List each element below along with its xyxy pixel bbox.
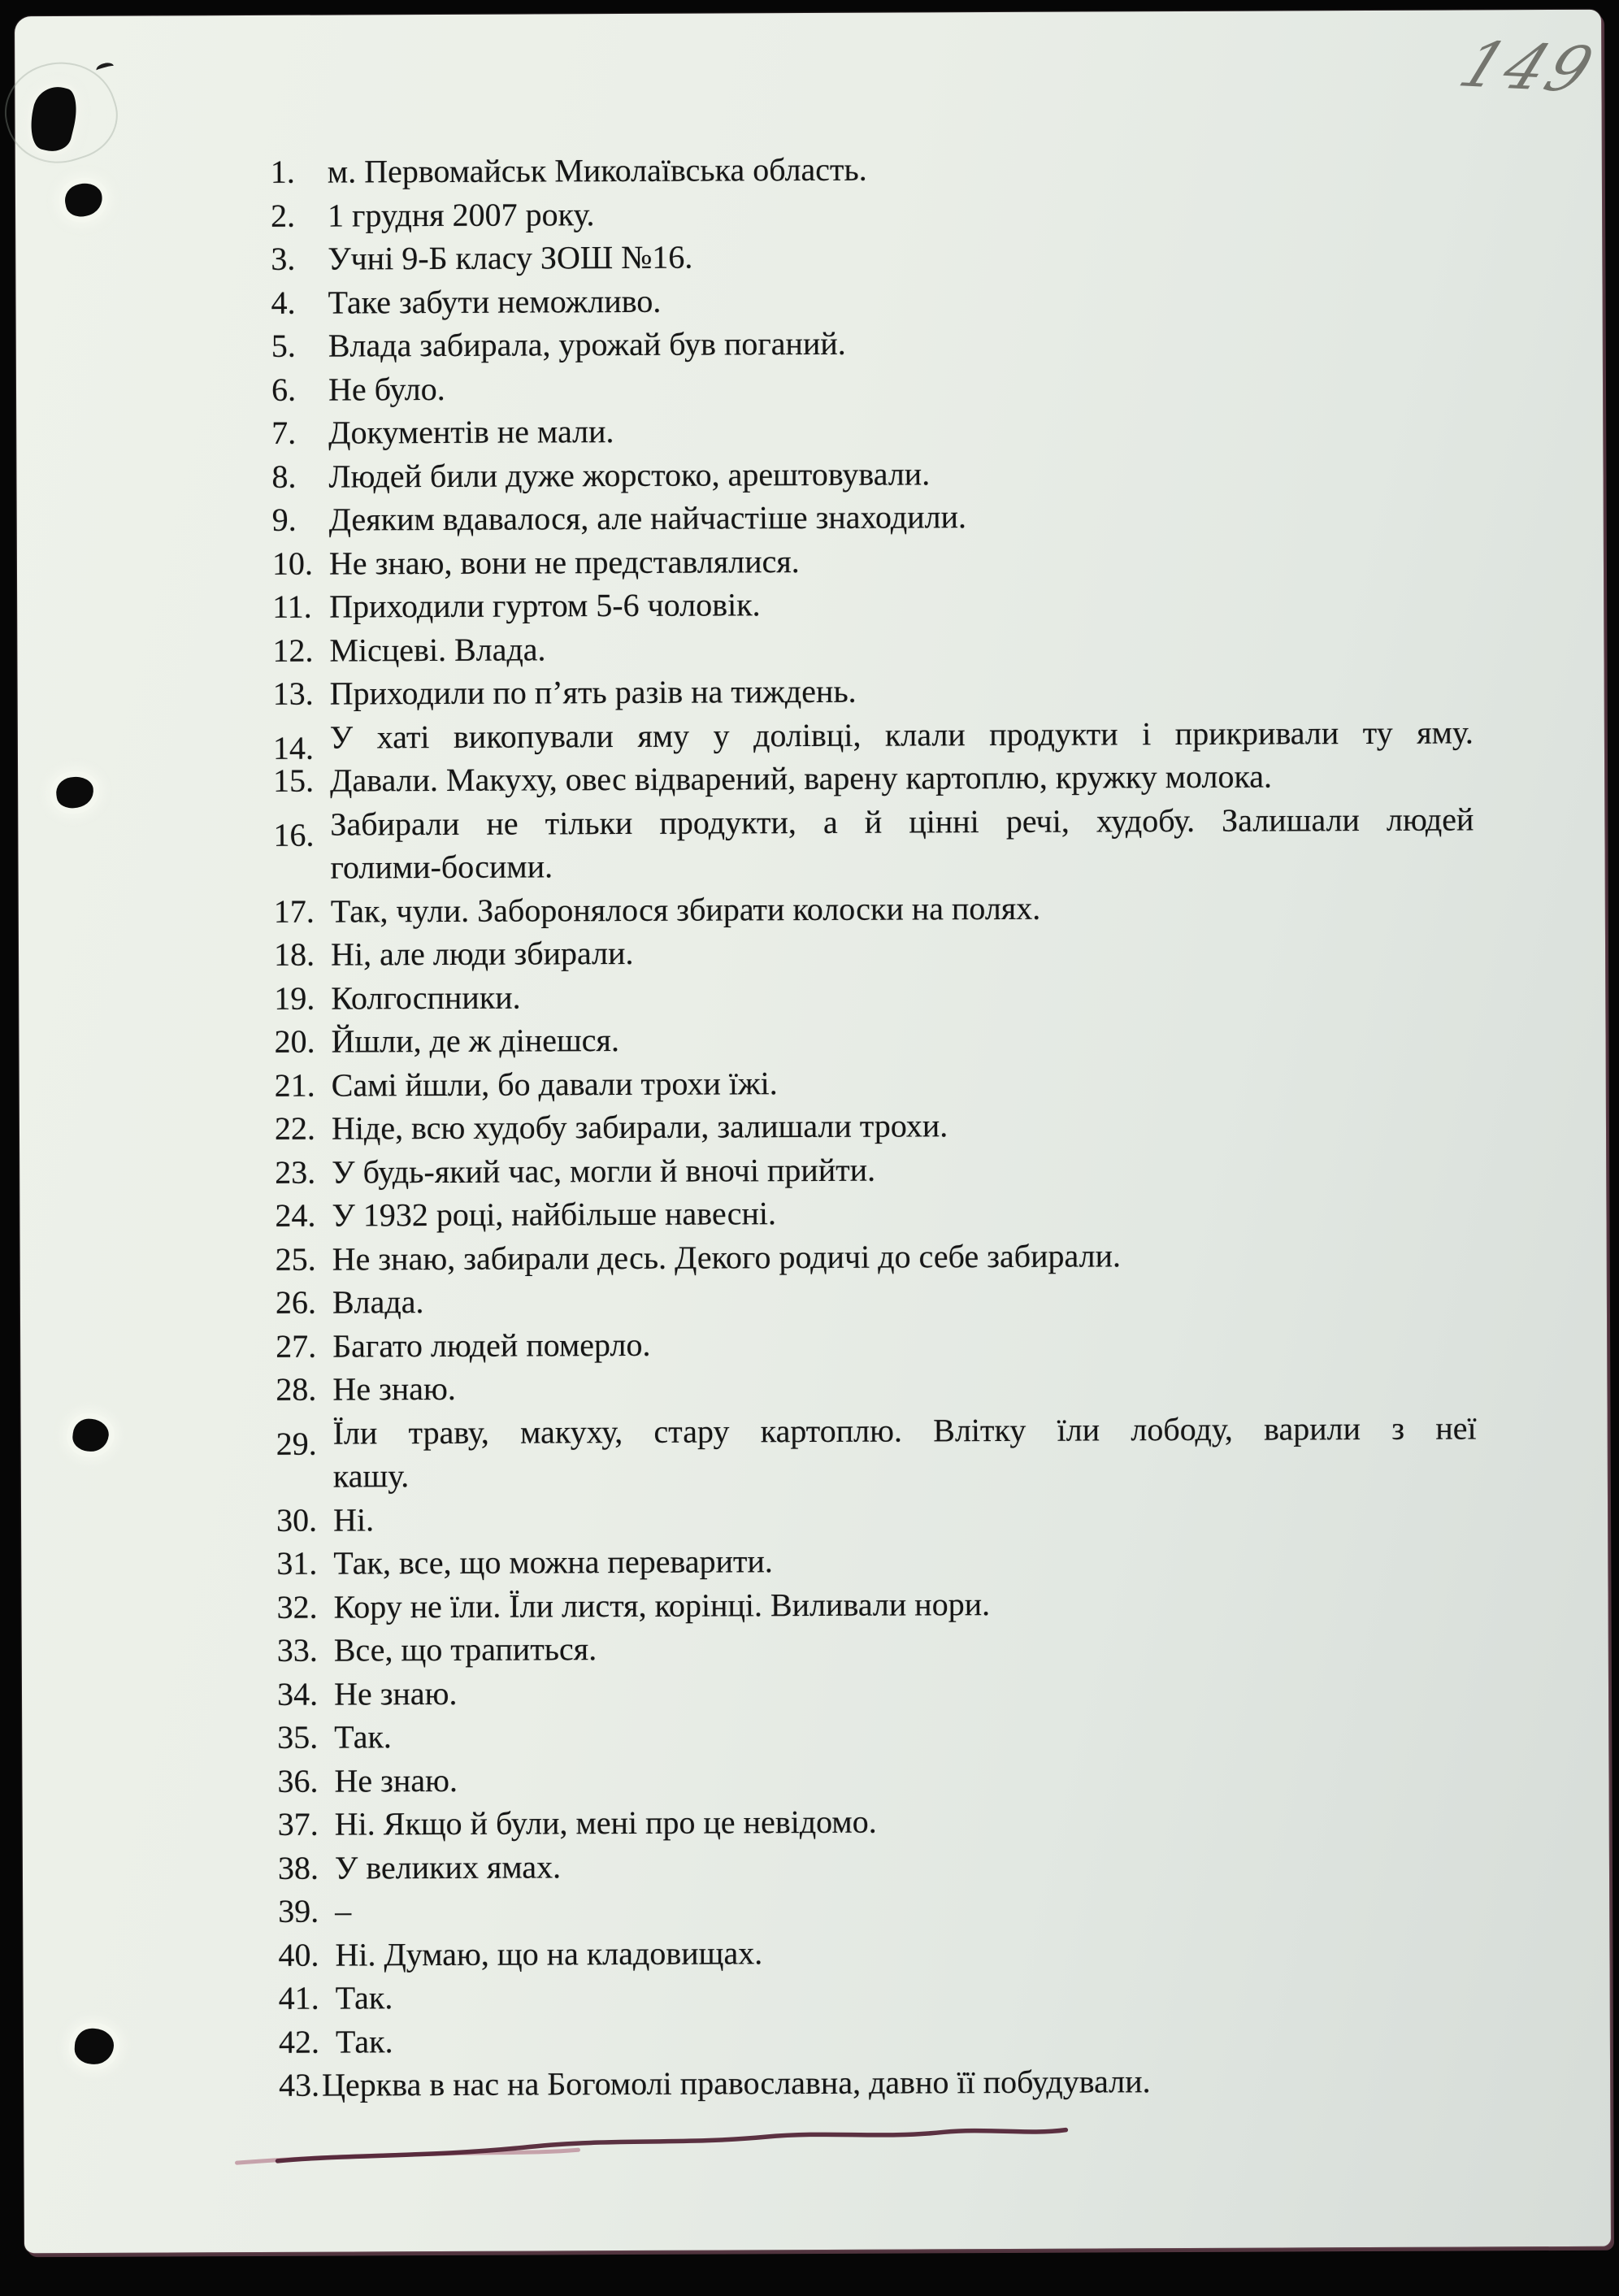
item-number: 7. xyxy=(271,414,297,451)
item-number: 31. xyxy=(276,1544,318,1582)
item-number: 12. xyxy=(272,632,314,669)
list-item xyxy=(276,1536,1479,1585)
list-item xyxy=(276,1362,1478,1411)
item-number: 5. xyxy=(271,327,296,364)
list-item xyxy=(277,1710,1480,1759)
item-number: 10. xyxy=(271,545,314,582)
item-text: Документів не мали. xyxy=(328,413,614,451)
list-item xyxy=(272,579,1475,628)
list-item xyxy=(272,493,1475,541)
item-text: Не знаю, забирали десь. Декого родичі до себе забирали. xyxy=(332,1236,1122,1278)
list-item xyxy=(276,1275,1478,1324)
list-item xyxy=(279,2015,1482,2064)
item-text: Церква в нас на Богомолі православна, давно її побудували. xyxy=(322,2063,1151,2103)
list-item xyxy=(272,536,1475,585)
list-item xyxy=(271,232,1474,280)
item-text: Не знаю. xyxy=(333,1674,458,1712)
item-text: Самі йшли, бо давали трохи їжі. xyxy=(331,1064,778,1104)
item-number: 21. xyxy=(274,1066,315,1104)
list-item xyxy=(273,797,1476,853)
list-item xyxy=(274,927,1477,976)
item-number: 32. xyxy=(276,1588,318,1625)
item-number: 34. xyxy=(276,1675,319,1712)
list-item xyxy=(276,1406,1478,1462)
item-text: Забирали не тільки продукти, а й цінні речі, худобу. Залишали людей xyxy=(330,800,1474,843)
item-text: м. Первомайськ Миколаївська область. xyxy=(327,150,867,190)
punch-hole xyxy=(74,2028,115,2065)
item-number: 9. xyxy=(271,501,297,538)
item-text: Кору не їли. Їли листя, корінці. Виливали нори. xyxy=(333,1585,991,1625)
item-number: 23. xyxy=(275,1153,316,1191)
list-item-continuation xyxy=(273,840,1476,889)
item-number: 18. xyxy=(273,935,315,973)
item-number: 41. xyxy=(278,1979,319,2016)
punch-hole xyxy=(62,180,105,219)
list-item xyxy=(274,884,1477,933)
item-text: Давали. Макуху, овес відварений, варену картоплю, кружку молока. xyxy=(330,757,1273,799)
item-number: 1. xyxy=(270,153,295,190)
item-number: 40. xyxy=(278,1936,319,1973)
item-text: У будь-який час, могли й вночі прийти. xyxy=(332,1151,876,1191)
item-text: Ні, але люди збирали. xyxy=(330,934,634,973)
item-number: 36. xyxy=(277,1762,319,1799)
item-text: Ні. Якщо й були, мені про це невідомо. xyxy=(334,1803,877,1842)
list-item xyxy=(279,1971,1482,2020)
item-number: 13. xyxy=(272,675,314,712)
list-item xyxy=(278,1841,1481,1890)
list-item xyxy=(278,1797,1481,1846)
item-text: Приходили гуртом 5-6 чоловік. xyxy=(329,586,761,625)
item-text: – xyxy=(335,1892,352,1929)
punch-hole xyxy=(54,775,96,810)
list-item xyxy=(276,1580,1479,1629)
list-item xyxy=(272,623,1475,672)
list-item xyxy=(275,1101,1478,1150)
item-number: 42. xyxy=(278,2023,319,2060)
list-item xyxy=(278,1884,1481,1933)
item-number: 11. xyxy=(272,588,312,625)
item-number: 19. xyxy=(274,979,315,1017)
list-item xyxy=(271,145,1474,193)
item-text: У 1932 році, найбільше навесні. xyxy=(332,1195,777,1234)
item-text: Місцеві. Влада. xyxy=(329,630,546,669)
item-number: 3. xyxy=(271,240,296,277)
list-item xyxy=(271,189,1474,237)
list-item xyxy=(277,1623,1480,1672)
list-item-continuation xyxy=(276,1449,1479,1498)
item-text: Так. xyxy=(335,1979,393,2016)
list-item xyxy=(276,1232,1478,1281)
list-item xyxy=(272,710,1476,766)
item-text: Так, все, що можна переварити. xyxy=(333,1543,773,1582)
item-text: У хаті викопували яму у долівці, клали продукти і прикривали ту яму. xyxy=(329,713,1474,756)
item-number: 27. xyxy=(276,1327,317,1365)
list-item xyxy=(271,449,1474,498)
underline-stroke xyxy=(277,2130,1066,2161)
item-number: 8. xyxy=(271,458,297,495)
item-number: 16. xyxy=(273,816,315,853)
handwritten-underline xyxy=(228,2109,1082,2178)
item-number: 29. xyxy=(276,1425,317,1462)
list-item xyxy=(275,1058,1478,1107)
list-item xyxy=(277,1667,1480,1716)
item-text: 1 грудня 2007 року. xyxy=(327,195,595,234)
item-text: Не знаю. xyxy=(332,1369,456,1408)
questionnaire-answers-list xyxy=(271,145,1482,2107)
document-page xyxy=(15,10,1611,2253)
item-text: Учні 9-Б класу ЗОШ №16. xyxy=(328,238,693,277)
item-number: 35. xyxy=(277,1718,319,1756)
list-item xyxy=(271,362,1474,411)
item-text: Ніде, всю худобу забирали, залишали трохи. xyxy=(331,1107,948,1147)
item-number: 20. xyxy=(274,1022,315,1060)
list-item xyxy=(273,666,1476,715)
list-item xyxy=(276,1493,1479,1542)
item-number: 33. xyxy=(276,1631,318,1669)
item-text: Не знаю, вони не представлялися. xyxy=(328,542,800,582)
item-text: Приходили по п’ять разів на тиждень. xyxy=(329,672,857,712)
list-item xyxy=(271,406,1474,454)
item-text: Багато людей померло. xyxy=(332,1326,651,1365)
item-text: Так, чули. Заборонялося збирати колоски на полях. xyxy=(330,889,1041,930)
item-text: кашу. xyxy=(332,1457,410,1495)
item-text: У великих ямах. xyxy=(334,1847,562,1886)
item-number: 24. xyxy=(275,1196,316,1234)
item-text: Людей били дуже жорстоко, арештовували. xyxy=(328,454,931,495)
item-number: 4. xyxy=(271,284,296,321)
item-text: Деяким вдавалося, але найчастіше знаходили. xyxy=(328,498,967,538)
item-text: Колгоспники. xyxy=(331,979,521,1017)
list-item xyxy=(273,753,1476,802)
item-text: Влада забирала, урожай був поганий. xyxy=(328,324,846,364)
item-number: 2. xyxy=(270,197,296,234)
item-text: Ні. xyxy=(332,1500,375,1539)
item-number: 39. xyxy=(278,1892,319,1929)
list-item xyxy=(275,1145,1478,1194)
list-item xyxy=(271,276,1474,324)
item-text: Йшли, де ж дінешся. xyxy=(331,1022,619,1060)
item-text: Все, що трапиться. xyxy=(333,1630,597,1669)
paper-curl-mark xyxy=(95,61,115,75)
item-number: 37. xyxy=(277,1805,319,1842)
item-text: Не знаю. xyxy=(334,1761,458,1799)
list-item xyxy=(276,1319,1478,1368)
list-item xyxy=(277,1754,1480,1803)
item-text: Не було. xyxy=(328,370,445,408)
item-number: 6. xyxy=(271,371,297,408)
list-item xyxy=(271,319,1474,367)
item-number: 28. xyxy=(276,1370,317,1408)
item-number: 38. xyxy=(277,1849,319,1886)
item-text: Так. xyxy=(334,1718,392,1756)
list-item xyxy=(278,1928,1481,1977)
item-number: 26. xyxy=(275,1283,317,1321)
list-item xyxy=(274,1014,1477,1063)
item-text: Влада. xyxy=(332,1283,424,1321)
item-number: 22. xyxy=(274,1109,316,1147)
item-text: голими-босими. xyxy=(330,848,553,886)
item-text: Їли траву, макуху, стару картоплю. Влітку їли лободу, варили з неї xyxy=(332,1408,1477,1452)
punch-hole xyxy=(72,1417,111,1453)
item-text: Таке забути неможливо. xyxy=(328,282,662,321)
item-text: Так. xyxy=(335,2022,393,2060)
page-number-handwritten: 149 xyxy=(1449,28,1608,106)
item-number: 15. xyxy=(273,762,315,799)
list-item xyxy=(274,971,1477,1020)
list-item xyxy=(275,1188,1478,1237)
item-number: 25. xyxy=(275,1240,316,1278)
item-number: 30. xyxy=(276,1501,318,1539)
item-number: 14. xyxy=(272,729,315,766)
item-text: Ні. Думаю, що на кладовищах. xyxy=(335,1934,763,1973)
list-item xyxy=(279,2058,1482,2107)
item-number: 43. xyxy=(279,2066,320,2103)
item-number: 17. xyxy=(273,892,315,930)
